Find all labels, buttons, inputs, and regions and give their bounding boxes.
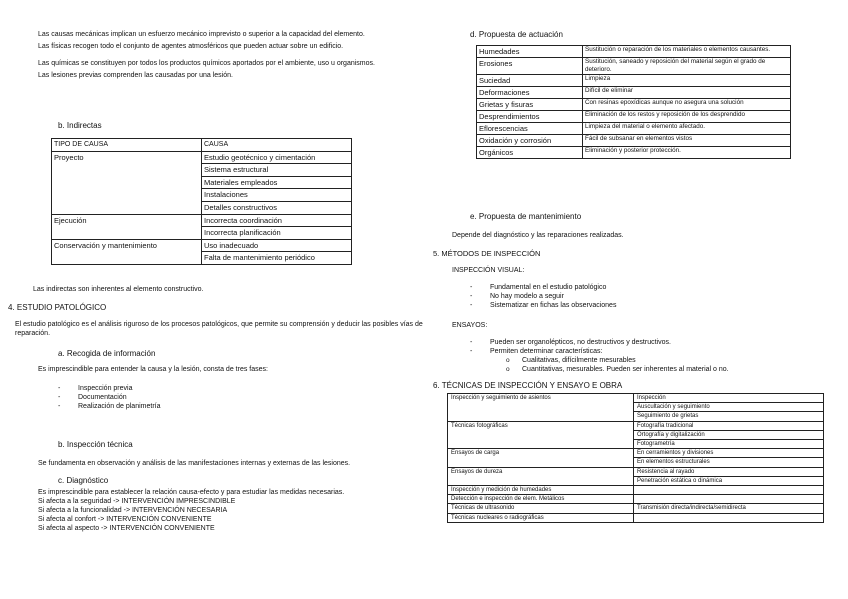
table-cell: Incorrecta planificación [202,227,352,240]
paragraph: Si afecta a la seguridad -> INTERVENCIÓN IMPRESCINDIBLE [38,498,236,505]
table-row [477,135,791,147]
table-cell: Ensayos de dureza [448,467,634,476]
table-cell: Ortografía y digitalización [634,430,824,439]
table-row [448,458,824,467]
list-item: o Cualitativas, difícilmente mesurables [506,356,729,365]
column-header: CAUSA [202,139,352,152]
table-cell: Materiales empleados [202,176,352,189]
ensayos-list [470,338,671,356]
table-row [52,214,352,227]
table-cell: Inspección [634,394,824,403]
table-row [448,440,824,449]
paragraph: Si afecta a la funcionalidad -> INTERVENCIÓN NECESARIA [38,507,228,514]
paragraph: Es imprescindible para establecer la relación causa-efecto y para estudiar las medidas necesarias. [38,489,345,496]
table-row [52,227,352,240]
table-cell: Seguimiento de grietas [634,412,824,421]
table-cell: Desprendimientos [477,111,583,123]
table-cell [634,495,824,504]
paragraph: El estudio patológico es el análisis riguroso de los procesos patológicos, que permite su comprensión y deducir las posibles vías de reparación. [15,321,423,337]
list-item: - Sistematizar en fichas las observaciones [470,301,616,310]
table-row [448,403,824,412]
table-cell [448,476,634,485]
table-cell: Deformaciones [477,87,583,99]
table-cell [52,164,202,177]
table-cell [448,412,634,421]
table-cell: Eliminación de los restos y reposición de los desprendido [583,111,791,123]
table-cell: Sustitución o reparación de los materiales o elementos causantes. [583,46,791,58]
table-cell [448,458,634,467]
label: ENSAYOS: [452,322,488,329]
table-row [477,46,791,58]
list-item: - Fundamental en el estudio patológico [470,283,616,292]
table-row [448,412,824,421]
paragraph: Las físicas recogen todo el conjunto de agentes atmosféricos que pueden actuar sobre un edificio. [38,43,344,50]
section-heading: e. Propuesta de mantenimiento [470,212,582,221]
table-cell: Falta de mantenimiento periódico [202,252,352,265]
column-header: TIPO DE CAUSA [52,139,202,152]
table-cell: Fotografía tradicional [634,421,824,430]
subsection-heading: a. Recogida de información [58,349,156,358]
paragraph: Se fundamenta en observación y análisis de las manifestaciones internas y externas de las lesiones. [38,460,351,467]
paragraph: Es imprescindible para entender la causa y la lesión, consta de tres fases: [38,366,268,373]
table-cell [634,486,824,495]
table-row [448,513,824,522]
table-cell: Ensayos de carga [448,449,634,458]
table-row [448,495,824,504]
left-column [38,30,423,80]
table-cell: Detalles constructivos [202,201,352,214]
table-cell: Orgánicos [477,147,583,159]
tecnicas-table [447,393,824,523]
subsection-heading: c. Diagnóstico [58,476,109,485]
table-cell: Auscultación y seguimiento [634,403,824,412]
table-row [52,252,352,265]
table-row [477,123,791,135]
list-item: o Cuantitativas, mesurables. Pueden ser inherentes al material o no. [506,365,729,374]
table-row [477,99,791,111]
table-cell: Técnicas de ultrasonido [448,504,634,513]
table-row [448,394,824,403]
list-item: - Realización de planimetría [58,402,161,411]
table-cell: Limpieza [583,75,791,87]
table-cell: Sistema estructural [202,164,352,177]
table-header-row [52,139,352,152]
table-cell: Resistencia al rayado [634,467,824,476]
diagnostico-lines [38,488,344,533]
section-heading: d. Propuesta de actuación [470,30,563,39]
table-cell: Proyecto [52,151,202,164]
list-item: - Pueden ser organolépticos, no destructivos y destructivos. [470,338,671,347]
table-cell: En cerramientos y divisiones [634,449,824,458]
table-row [477,58,791,75]
table-cell: Grietas y fisuras [477,99,583,111]
table-cell [448,440,634,449]
table-row [448,486,824,495]
table-cell: Erosiones [477,58,583,75]
table-cell: Eflorescencias [477,123,583,135]
list-item: - No hay modelo a seguir [470,292,616,301]
paragraph: Las indirectas son inherentes al elemento constructivo. [33,286,204,293]
table-cell: Inspección y seguimiento de asientos [448,394,634,403]
table-row [52,151,352,164]
table-cell: Sustitución, saneado y reposición del material según el grado de deterioro. [583,58,791,75]
indirectas-table [51,138,352,265]
table-cell [448,403,634,412]
table-cell [52,252,202,265]
paragraph: Las químicas se constituyen por todos los productos químicos aportados por el ambiente, uso u organismos. [38,60,375,67]
table-cell: Fotogrametría [634,440,824,449]
paragraph: Si afecta al confort -> INTERVENCIÓN CONVENIENTE [38,516,212,523]
table-cell [448,430,634,439]
table-cell: Estudio geotécnico y cimentación [202,151,352,164]
table-cell: Fácil de subsanar en elementos vistos [583,135,791,147]
table-row [52,201,352,214]
list-item: - Permiten determinar características: [470,347,671,356]
table-cell: Transmisión directa/indirecta/semidirecta [634,504,824,513]
table-cell [52,176,202,189]
list-item: - Inspección previa [58,384,161,393]
table-cell: Técnicas fotográficas [448,421,634,430]
table-row [477,147,791,159]
visual-list [470,283,616,310]
paragraph: Las causas mecánicas implican un esfuerzo mecánico imprevisto o superior a la capacidad del elemento. [38,31,365,38]
table-row [448,504,824,513]
table-row [448,421,824,430]
table-row [52,239,352,252]
paragraph: Depende del diagnóstico y las reparaciones realizadas. [452,232,624,239]
table-row [448,476,824,485]
table-cell: Limpieza del material o elemento afectado. [583,123,791,135]
table-cell [634,513,824,522]
table-cell: Con resinas epoxídicas aunque no asegura una solución [583,99,791,111]
actuacion-table [476,45,791,159]
table-cell: Conservación y mantenimiento [52,239,202,252]
table-cell [52,227,202,240]
table-cell: Humedades [477,46,583,58]
table-cell: En elementos estructurales [634,458,824,467]
table-row [52,164,352,177]
table-cell: Oxidación y corrosión [477,135,583,147]
table-row [448,467,824,476]
table-cell: Penetración estática o dinámica [634,476,824,485]
recogida-list [58,384,161,411]
section-heading: 4. ESTUDIO PATOLÓGICO [8,303,107,312]
table-row [52,189,352,202]
section-heading: 5. MÉTODOS DE INSPECCIÓN [433,249,541,258]
table-row [477,111,791,123]
table-cell: Uso inadecuado [202,239,352,252]
section-heading: 6. TÉCNICAS DE INSPECCIÓN Y ENSAYO E OBRA [433,381,623,390]
ensayos-sublist [506,356,729,374]
paragraph: Las lesiones previas comprenden las causadas por una lesión. [38,72,233,79]
table-cell: Inspección y medición de humedades [448,486,634,495]
list-item: - Documentación [58,393,161,402]
section-heading: b. Indirectas [58,121,102,130]
table-cell: Detección e inspección de elem. Metálicos [448,495,634,504]
table-row [52,176,352,189]
table-cell: Eliminación y posterior protección. [583,147,791,159]
table-row [477,87,791,99]
table-cell: Incorrecta coordinación [202,214,352,227]
table-row [448,449,824,458]
label: INSPECCIÓN VISUAL: [452,267,525,274]
table-cell: Difícil de eliminar [583,87,791,99]
table-row [448,430,824,439]
subsection-heading: b. Inspección técnica [58,440,133,449]
table-cell: Instalaciones [202,189,352,202]
table-row [477,75,791,87]
table-cell [52,189,202,202]
table-cell: Ejecución [52,214,202,227]
table-cell: Suciedad [477,75,583,87]
table-cell: Técnicas nucleares o radiográficas [448,513,634,522]
paragraph: Si afecta al aspecto -> INTERVENCIÓN CONVENIENTE [38,525,215,532]
table-cell [52,201,202,214]
